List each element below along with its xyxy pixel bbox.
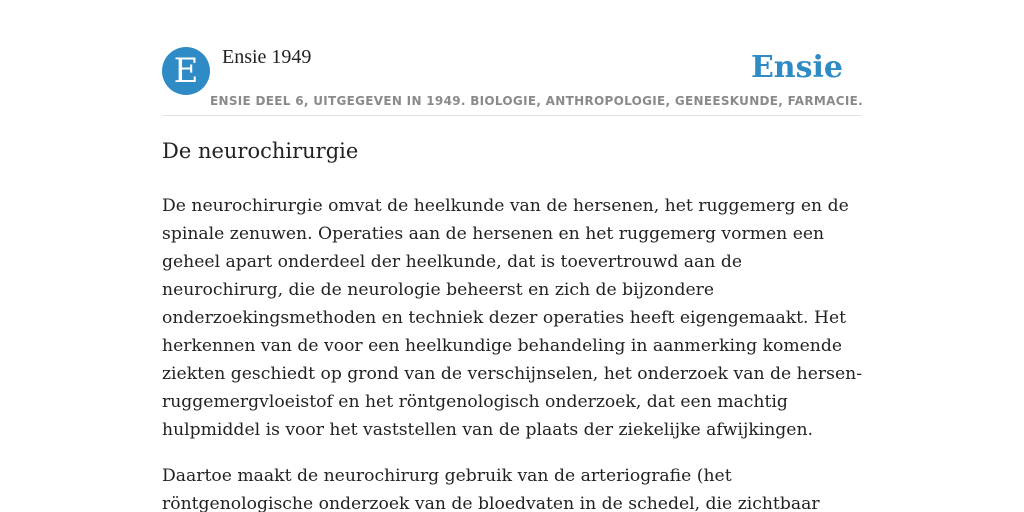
book-subtitle: ENSIE DEEL 6, UITGEGEVEN IN 1949. BIOLOGIE, ANTHROPOLOGIE, GENEESKUNDE, FARMACIE.	[210, 94, 863, 108]
brand-logo[interactable]: Ensie	[750, 50, 843, 85]
article-paragraph: Daartoe maakt de neurochirurg gebruik van de arteriografie (het röntgenologische onderzoek van de bloedvaten in de schedel, die zichtbaar	[162, 466, 820, 512]
article-paragraph: De neurochirurgie omvat de heelkunde van de hersenen, het ruggemerg en de spinale zenuwen. Operaties aan de hersenen en het ruggemerg vormen een geheel apart onderdeel der heelkunde, dat is toevertrouwd aan de neurochirurg, die de neurologie beheerst en zich de bijzondere onderzoekingsmethoden en techniek dezer operaties heeft eigengemaakt. Het herkennen van de voor een heelkundige behandeling in aanmerking komende ziekten geschiedt op grond van de verschijnselen, het onderzoek van de hersen-ruggemergvloeistof en het röntgenologisch onderzoek, dat een machtig hulpmiddel is voor het vaststellen van de plaats der ziekelijke afwijkingen.	[162, 196, 863, 440]
site-header	[162, 44, 862, 116]
article-body	[162, 192, 862, 512]
ensie-logo-icon[interactable]: E	[162, 47, 210, 95]
book-title[interactable]: Ensie 1949	[222, 46, 312, 68]
article-title: De neurochirurgie	[162, 139, 359, 163]
